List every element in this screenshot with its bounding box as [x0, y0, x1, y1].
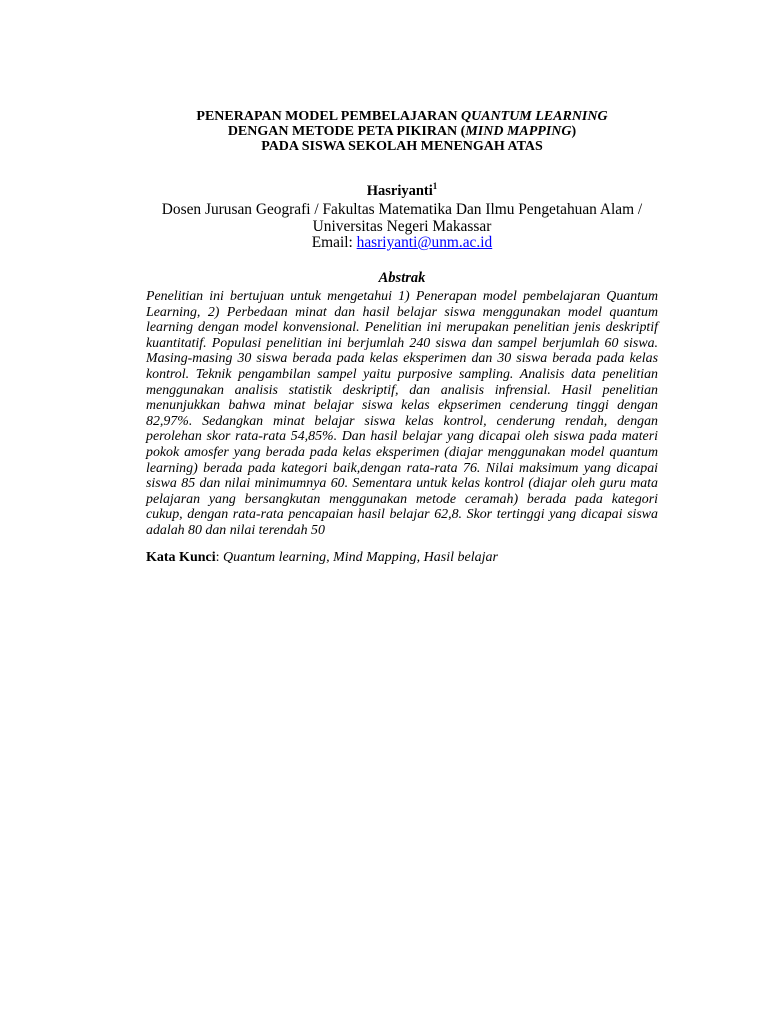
abstract-line: menunjukkan bahwa minat belajar siswa kelas ekpserimen cenderung tinggi dengan	[146, 398, 658, 414]
title-line-1-text: PENERAPAN MODEL PEMBELAJARAN	[196, 109, 461, 124]
title-line-2	[146, 124, 658, 139]
title-line-1-italic: QUANTUM LEARNING	[460, 109, 608, 124]
abstract-line: Penelitian ini bertujuan untuk mengetahui 1) Penerapan model pembelajaran Quantum	[146, 289, 658, 304]
email-label: Email:	[311, 234, 357, 251]
title-line-3: PADA SISWA SEKOLAH MENENGAH ATAS	[261, 139, 543, 154]
email-link[interactable]: hasriyanti@unm.ac.id	[356, 234, 493, 251]
keywords-label: Kata Kunci	[146, 550, 216, 565]
keywords-separator: :	[215, 550, 224, 565]
abstract-line: kontrol. Teknik pengambilan sampel yaitu purposive sampling. Analisis data penelitian	[146, 366, 658, 382]
abstract-line: pelajaran yang bersangkutan menggunakan metode ceramah) berada pada kategori	[146, 491, 658, 507]
author-name: Hasriyanti	[366, 183, 433, 199]
abstract-heading: Abstrak	[378, 270, 426, 286]
paper-title	[146, 109, 658, 154]
abstract-line: kuantitatif. Populasi penelitian ini berjumlah 240 siswa dan sampel berjumlah 60 siswa.	[146, 335, 658, 351]
abstract-line: Masing-masing 30 siswa berada pada kelas eksperimen dan 30 siswa berada pada kelas	[146, 351, 658, 367]
title-line-2-suffix: )	[571, 124, 577, 139]
abstract-line: menggunakan analisis statistik deskriptif, dan analisis infrensial. Hasil penelitian	[146, 382, 658, 398]
abstract-body	[146, 289, 658, 539]
author	[146, 183, 658, 199]
keywords-text: Quantum learning, Mind Mapping, Hasil belajar	[223, 550, 498, 565]
affiliation-line-2: Universitas Negeri Makassar	[312, 217, 492, 235]
abstract-line: siswa 85 dan nilai minimumnya 60. Sementara untuk kelas kontrol (diajar oleh guru mata	[146, 476, 658, 492]
abstract-line: cukup, dengan rata-rata pencapaian hasil belajar 62,8. Skor tertinggi yang dicapai siswa	[146, 507, 658, 523]
keywords	[146, 550, 658, 566]
abstract-line: adalah 80 dan nilai terendah 50	[146, 522, 325, 538]
abstract-line: learning) berada pada kategori baik,dengan rata-rata 76. Nilai maksimum yang dicapai	[146, 460, 658, 476]
abstract-line: pokok amosfer yang berada pada kelas eksperimen (diajar menggunakan model quantum	[146, 444, 658, 460]
affiliation-line-1: Dosen Jurusan Geografi / Fakultas Matematika Dan Ilmu Pengetahuan Alam /	[161, 201, 643, 218]
abstract-line: Learning, 2) Perbedaan minat dan hasil belajar siswa menggunakan model quantum	[146, 304, 658, 320]
abstract-line: 82,97%. Sedangkan minat belajar siswa kelas kontrol, cenderung rendah, dengan	[146, 413, 658, 429]
author-superscript: 1	[432, 181, 438, 192]
title-line-2-prefix: DENGAN METODE PETA PIKIRAN (	[227, 124, 466, 139]
affiliation	[146, 202, 658, 252]
title-line-2-italic: MIND MAPPING	[465, 124, 572, 139]
title-line-1	[146, 109, 658, 124]
abstract-line: learning dengan model konvensional. Penelitian ini merupakan penelitian jenis deskriptif	[146, 320, 658, 336]
abstract-line: perolehan skor rata-rata 54,85%. Dan hasil belajar yang dicapai oleh siswa pada materi	[146, 429, 658, 445]
email-line	[146, 235, 658, 252]
